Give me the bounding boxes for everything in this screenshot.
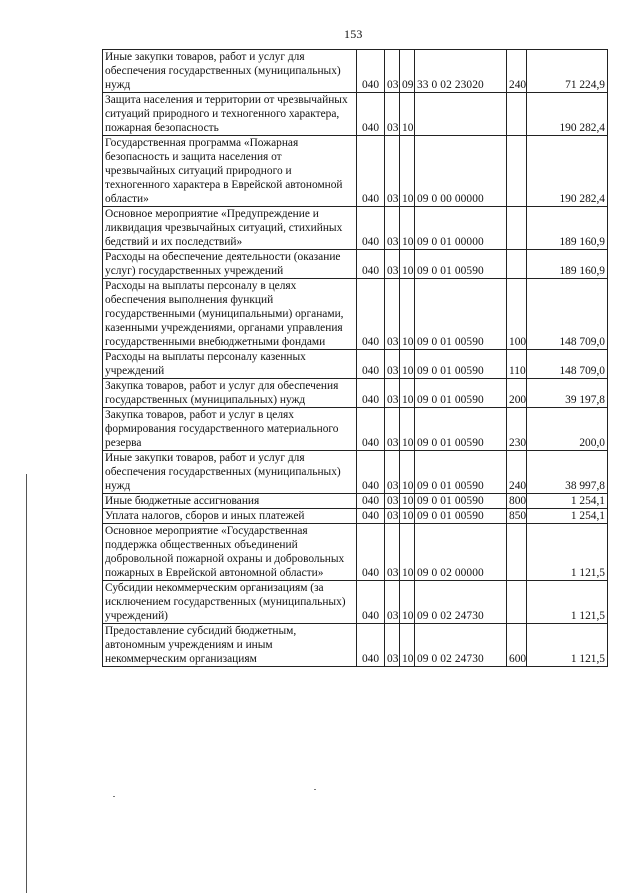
amount: 1 121,5 (527, 624, 608, 667)
expense-type-code (507, 207, 527, 250)
amount: 71 224,9 (527, 50, 608, 93)
section-code: 03 (385, 581, 400, 624)
ministry-code: 040 (357, 451, 385, 494)
amount: 190 282,4 (527, 93, 608, 136)
row-name: Предоставление субсидий бюджетным, автономным учреждениям и иным некоммерческим организациям (103, 624, 357, 667)
row-name: Закупка товаров, работ и услуг для обеспечения государственных (муниципальных) нужд (103, 379, 357, 408)
amount: 189 160,9 (527, 250, 608, 279)
table-row (103, 451, 608, 494)
expense-type-code (507, 524, 527, 581)
target-article-code: 09 0 01 00000 (415, 207, 507, 250)
subsection-code: 10 (400, 379, 415, 408)
expense-type-code: 200 (507, 379, 527, 408)
section-code: 03 (385, 524, 400, 581)
subsection-code: 10 (400, 509, 415, 524)
amount: 189 160,9 (527, 207, 608, 250)
target-article-code: 09 0 01 00590 (415, 379, 507, 408)
ministry-code: 040 (357, 93, 385, 136)
expense-type-code: 110 (507, 350, 527, 379)
subsection-code: 10 (400, 524, 415, 581)
table-row (103, 624, 608, 667)
subsection-code: 10 (400, 494, 415, 509)
amount: 1 121,5 (527, 581, 608, 624)
table-row (103, 509, 608, 524)
ministry-code: 040 (357, 136, 385, 207)
target-article-code: 09 0 02 00000 (415, 524, 507, 581)
amount: 190 282,4 (527, 136, 608, 207)
target-article-code: 09 0 02 24730 (415, 624, 507, 667)
amount: 1 254,1 (527, 494, 608, 509)
expense-type-code: 800 (507, 494, 527, 509)
expense-type-code: 850 (507, 509, 527, 524)
section-code: 03 (385, 494, 400, 509)
target-article-code: 09 0 01 00590 (415, 494, 507, 509)
ministry-code: 040 (357, 207, 385, 250)
row-name: Расходы на выплаты персоналу в целях обеспечения выполнения функций государственными (муниципальными) органами, казенными учреждениями, органами управления государственными внебюджетными фондами (103, 279, 357, 350)
row-name: Расходы на обеспечение деятельности (оказание услуг) государственных учреждений (103, 250, 357, 279)
row-name: Иные закупки товаров, работ и услуг для обеспечения государственных (муниципальных) нужд (103, 50, 357, 93)
target-article-code: 09 0 01 00590 (415, 279, 507, 350)
expense-type-code: 600 (507, 624, 527, 667)
expense-type-code (507, 93, 527, 136)
subsection-code: 10 (400, 581, 415, 624)
subsection-code: 10 (400, 350, 415, 379)
section-code: 03 (385, 93, 400, 136)
section-code: 03 (385, 136, 400, 207)
expense-type-code: 100 (507, 279, 527, 350)
section-code: 03 (385, 509, 400, 524)
target-article-code: 09 0 01 00590 (415, 408, 507, 451)
subsection-code: 10 (400, 207, 415, 250)
ministry-code: 040 (357, 581, 385, 624)
table-row (103, 279, 608, 350)
row-name: Основное мероприятие «Государственная поддержка общественных объединений добровольной пожарной охраны и добровольных пожарных в Еврейской автономной области» (103, 524, 357, 581)
target-article-code: 09 0 00 00000 (415, 136, 507, 207)
budget-table (102, 49, 608, 667)
target-article-code: 09 0 02 24730 (415, 581, 507, 624)
target-article-code: 09 0 01 00590 (415, 451, 507, 494)
subsection-code: 10 (400, 93, 415, 136)
amount: 200,0 (527, 408, 608, 451)
expense-type-code (507, 136, 527, 207)
table-row (103, 524, 608, 581)
target-article-code (415, 93, 507, 136)
ministry-code: 040 (357, 350, 385, 379)
ministry-code: 040 (357, 624, 385, 667)
row-name: Защита населения и территории от чрезвычайных ситуаций природного и техногенного характера, пожарная безопасность (103, 93, 357, 136)
table-row (103, 250, 608, 279)
subsection-code: 10 (400, 451, 415, 494)
section-code: 03 (385, 379, 400, 408)
target-article-code: 09 0 01 00590 (415, 250, 507, 279)
row-name: Иные бюджетные ассигнования (103, 494, 357, 509)
expense-type-code: 240 (507, 451, 527, 494)
section-code: 03 (385, 250, 400, 279)
amount: 148 709,0 (527, 279, 608, 350)
ministry-code: 040 (357, 524, 385, 581)
row-name: Государственная программа «Пожарная безопасность и защита населения от чрезвычайных ситуаций природного и техногенного характера в Еврейской автономной области» (103, 136, 357, 207)
ministry-code: 040 (357, 379, 385, 408)
table-row (103, 350, 608, 379)
amount: 148 709,0 (527, 350, 608, 379)
table-row (103, 581, 608, 624)
table-row (103, 93, 608, 136)
ministry-code: 040 (357, 250, 385, 279)
table-row (103, 136, 608, 207)
row-name: Уплата налогов, сборов и иных платежей (103, 509, 357, 524)
subsection-code: 10 (400, 279, 415, 350)
ministry-code: 040 (357, 279, 385, 350)
amount: 1 121,5 (527, 524, 608, 581)
section-code: 03 (385, 207, 400, 250)
section-code: 03 (385, 279, 400, 350)
subsection-code: 10 (400, 408, 415, 451)
row-name: Основное мероприятие «Предупреждение и ликвидация чрезвычайных ситуаций, стихийных бедствий и их последствий» (103, 207, 357, 250)
page-number: 153 (344, 27, 363, 41)
table-row (103, 408, 608, 451)
row-name: Расходы на выплаты персоналу казенных учреждений (103, 350, 357, 379)
ministry-code: 040 (357, 408, 385, 451)
expense-type-code: 240 (507, 50, 527, 93)
section-code: 03 (385, 350, 400, 379)
row-name: Субсидии некоммерческим организациям (за исключением государственных (муниципальных) учреждений) (103, 581, 357, 624)
table-row (103, 494, 608, 509)
table-row (103, 207, 608, 250)
ministry-code: 040 (357, 50, 385, 93)
subsection-code: 10 (400, 624, 415, 667)
scan-speck (314, 789, 316, 790)
subsection-code: 10 (400, 136, 415, 207)
subsection-code: 10 (400, 250, 415, 279)
amount: 1 254,1 (527, 509, 608, 524)
target-article-code: 09 0 01 00590 (415, 509, 507, 524)
section-code: 03 (385, 50, 400, 93)
expense-type-code (507, 250, 527, 279)
target-article-code: 09 0 01 00590 (415, 350, 507, 379)
expense-type-code (507, 581, 527, 624)
target-article-code: 33 0 02 23020 (415, 50, 507, 93)
section-code: 03 (385, 408, 400, 451)
ministry-code: 040 (357, 509, 385, 524)
table-row (103, 50, 608, 93)
row-name: Иные закупки товаров, работ и услуг для обеспечения государственных (муниципальных) нужд (103, 451, 357, 494)
scan-speck (113, 796, 115, 797)
binding-margin-line (26, 474, 27, 893)
section-code: 03 (385, 624, 400, 667)
row-name: Закупка товаров, работ и услуг в целях формирования государственного материального резерва (103, 408, 357, 451)
expense-type-code: 230 (507, 408, 527, 451)
amount: 38 997,8 (527, 451, 608, 494)
subsection-code: 09 (400, 50, 415, 93)
table-row (103, 379, 608, 408)
amount: 39 197,8 (527, 379, 608, 408)
section-code: 03 (385, 451, 400, 494)
ministry-code: 040 (357, 494, 385, 509)
